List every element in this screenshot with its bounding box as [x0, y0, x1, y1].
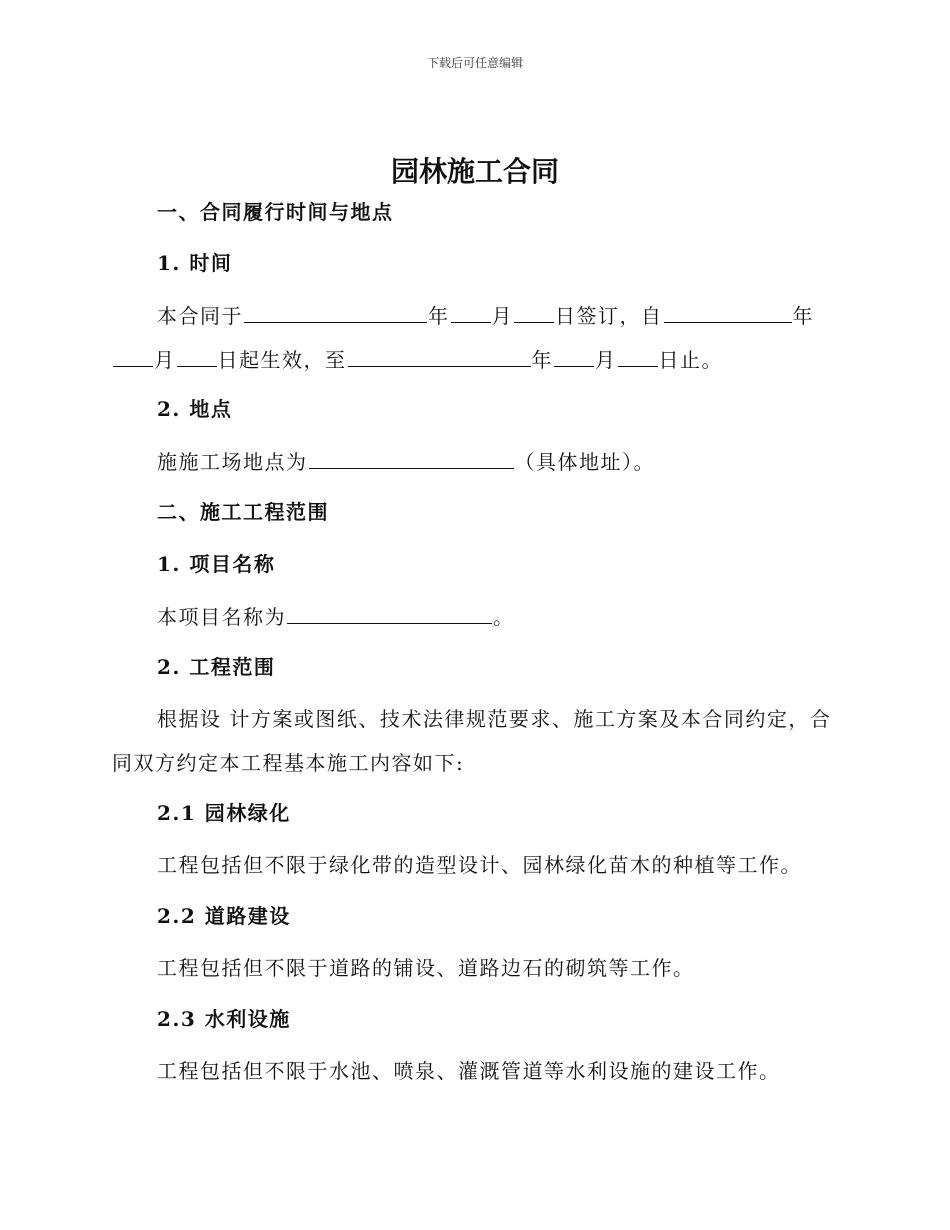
page-header: 下载后可任意编辑	[426, 56, 523, 70]
scope-paragraph-line-2: 同双方约定本工程基本施工内容如下:	[112, 751, 465, 775]
end-month-blank[interactable]	[554, 346, 594, 367]
time-line-2	[112, 346, 723, 373]
subsection-heading-time: 1. 时间	[157, 251, 233, 275]
text-fragment: 日止。	[658, 348, 723, 372]
text-fragment: 。	[493, 605, 515, 629]
location-line	[157, 448, 655, 475]
text-fragment: 年	[792, 304, 814, 328]
project-name-line	[157, 603, 515, 630]
start-day-blank[interactable]	[177, 346, 217, 367]
text-fragment: 年	[428, 304, 450, 328]
sign-month-blank[interactable]	[451, 302, 491, 323]
item-heading-landscaping: 2.1 园林绿化	[157, 801, 291, 825]
item-heading-road: 2.2 道路建设	[157, 904, 291, 928]
sign-day-blank[interactable]	[514, 302, 554, 323]
text-fragment: 日起生效，至	[217, 348, 347, 372]
subsection-heading-location: 2. 地点	[157, 397, 233, 421]
item-text-road: 工程包括但不限于道路的铺设、道路边石的砌筑等工作。	[157, 956, 695, 980]
address-blank[interactable]	[309, 448, 514, 469]
subsection-heading-scope: 2. 工程范围	[157, 655, 276, 679]
end-year-blank[interactable]	[348, 346, 531, 367]
text-fragment: 月	[154, 348, 176, 372]
sign-year-blank[interactable]	[244, 302, 427, 323]
text-fragment: 年	[531, 348, 553, 372]
text-fragment: 施施工场地点为	[157, 450, 308, 474]
time-line-1	[157, 302, 814, 329]
section-heading-1: 一、合同履行时间与地点	[157, 200, 394, 224]
end-day-blank[interactable]	[618, 346, 658, 367]
text-fragment: （具体地址）。	[514, 450, 655, 474]
text-fragment: 本合同于	[157, 304, 243, 328]
text-fragment: 日签订，自	[555, 304, 663, 328]
scope-paragraph-line-1: 根据设 计方案或图纸、技术法律规范要求、施工方案及本合同约定，合	[157, 707, 832, 731]
document-title: 园林施工合同	[390, 155, 559, 188]
section-heading-2: 二、施工工程范围	[157, 500, 329, 524]
start-year-blank[interactable]	[664, 302, 792, 323]
start-month-blank[interactable]	[113, 346, 153, 367]
text-fragment: 本项目名称为	[157, 605, 286, 629]
item-text-water: 工程包括但不限于水池、喷泉、灌溉管道等水利设施的建设工作。	[157, 1059, 781, 1083]
project-name-blank[interactable]	[287, 603, 492, 624]
subsection-heading-project-name: 1. 项目名称	[157, 552, 276, 576]
text-fragment: 月	[595, 348, 617, 372]
item-text-landscaping: 工程包括但不限于绿化带的造型设计、园林绿化苗木的种植等工作。	[157, 853, 802, 877]
text-fragment: 月	[491, 304, 513, 328]
item-heading-water: 2.3 水利设施	[157, 1007, 291, 1031]
